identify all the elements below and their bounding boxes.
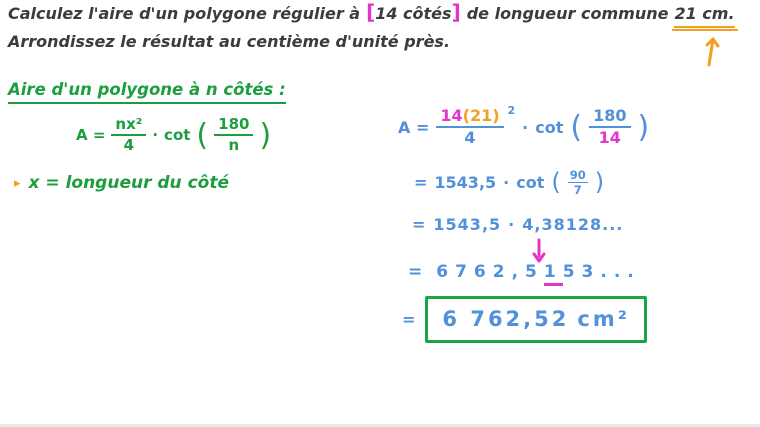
calc4-digits-after: 53...	[562, 262, 641, 282]
calc4-rounding-digit: 1	[544, 262, 563, 286]
formula-angle-numerator: 180	[214, 116, 253, 136]
calc4-digits-before: 6762,5	[436, 262, 544, 282]
side-length-underlined: 21 cm.	[674, 2, 734, 28]
up-arrow-icon	[699, 31, 723, 67]
calc2-times: ·	[503, 173, 510, 193]
calc4-equals: =	[408, 262, 430, 282]
calc1-exponent: 2	[507, 104, 516, 117]
calc-product-line	[408, 262, 641, 282]
calc2-paren-open: (	[551, 167, 561, 196]
variable-note-text: x = longueur du côté	[28, 173, 229, 193]
formula-paren-open: (	[196, 117, 209, 153]
calc2-angle-denominator: 7	[573, 182, 582, 197]
calc4-digits	[436, 262, 640, 282]
calc2-equals: =	[414, 173, 428, 193]
calc1-num-sides: 14	[440, 106, 463, 125]
question-line1-start: Calculez l'aire d'un polygone régulier à	[8, 4, 361, 23]
calc1-angle-denominator: 14	[598, 128, 621, 148]
calc2-function: cot	[516, 173, 545, 193]
formula-times: ·	[152, 126, 159, 145]
calc-substitution-line	[398, 104, 650, 148]
close-bracket-highlight: ]	[451, 0, 461, 24]
formula-fraction	[111, 116, 146, 155]
calc1-denominator: 4	[464, 128, 476, 148]
formula-numerator: nx²	[111, 116, 146, 136]
formula-angle-fraction	[214, 116, 253, 155]
calc-simplified-line	[414, 169, 604, 196]
calc1-times: ·	[522, 117, 529, 137]
formula-lhs: A =	[76, 126, 106, 145]
variable-note	[14, 173, 229, 193]
calc1-fraction	[436, 107, 503, 148]
result-box	[425, 296, 647, 343]
question-line1	[8, 2, 756, 28]
question-line1-mid: de longueur commune	[466, 4, 669, 23]
problem-statement	[8, 2, 756, 53]
calc1-angle-numerator: 180	[589, 107, 630, 128]
calc1-paren-close: )	[637, 109, 650, 145]
calc1-function: cot	[535, 117, 564, 137]
calc3-cot-value: 4,38128...	[522, 215, 624, 234]
result-unit: cm²	[577, 307, 630, 331]
reference-heading: Aire d'un polygone à n côtés :	[8, 80, 286, 104]
highlighted-side-count	[366, 2, 461, 25]
formula-function: cot	[164, 126, 191, 145]
calc2-angle-fraction	[568, 169, 588, 196]
open-bracket-highlight: [	[366, 0, 376, 24]
calc2-paren-close: )	[594, 167, 605, 196]
formula-paren-close: )	[259, 117, 272, 153]
bullet-arrow-icon: ▸	[14, 175, 21, 191]
calc2-coefficient: 1543,5	[434, 173, 497, 193]
result-row	[402, 296, 647, 343]
calc-decimal-line	[412, 215, 623, 234]
calc2-angle-numerator: 90	[569, 168, 586, 182]
calc1-numerator	[436, 107, 503, 128]
calc3-equals: =	[412, 215, 427, 234]
question-line2: Arrondissez le résultat au centième d'unité près.	[8, 32, 451, 51]
formula-denominator: 4	[123, 136, 135, 155]
result-value: 6 762,52	[442, 307, 570, 331]
calc1-angle-fraction	[589, 107, 630, 148]
calc1-lhs: A =	[398, 117, 430, 137]
calc3-coefficient: 1543,5	[433, 215, 502, 234]
calc1-side-value: (21)	[462, 106, 500, 125]
result-equals: =	[402, 310, 416, 329]
side-count-text: 14 côtés	[375, 4, 452, 23]
down-arrow-icon	[531, 238, 547, 264]
general-formula	[76, 116, 271, 155]
calc3-times: ·	[508, 215, 516, 234]
calc1-paren-open: (	[570, 109, 583, 145]
formula-angle-denominator: n	[228, 136, 240, 155]
